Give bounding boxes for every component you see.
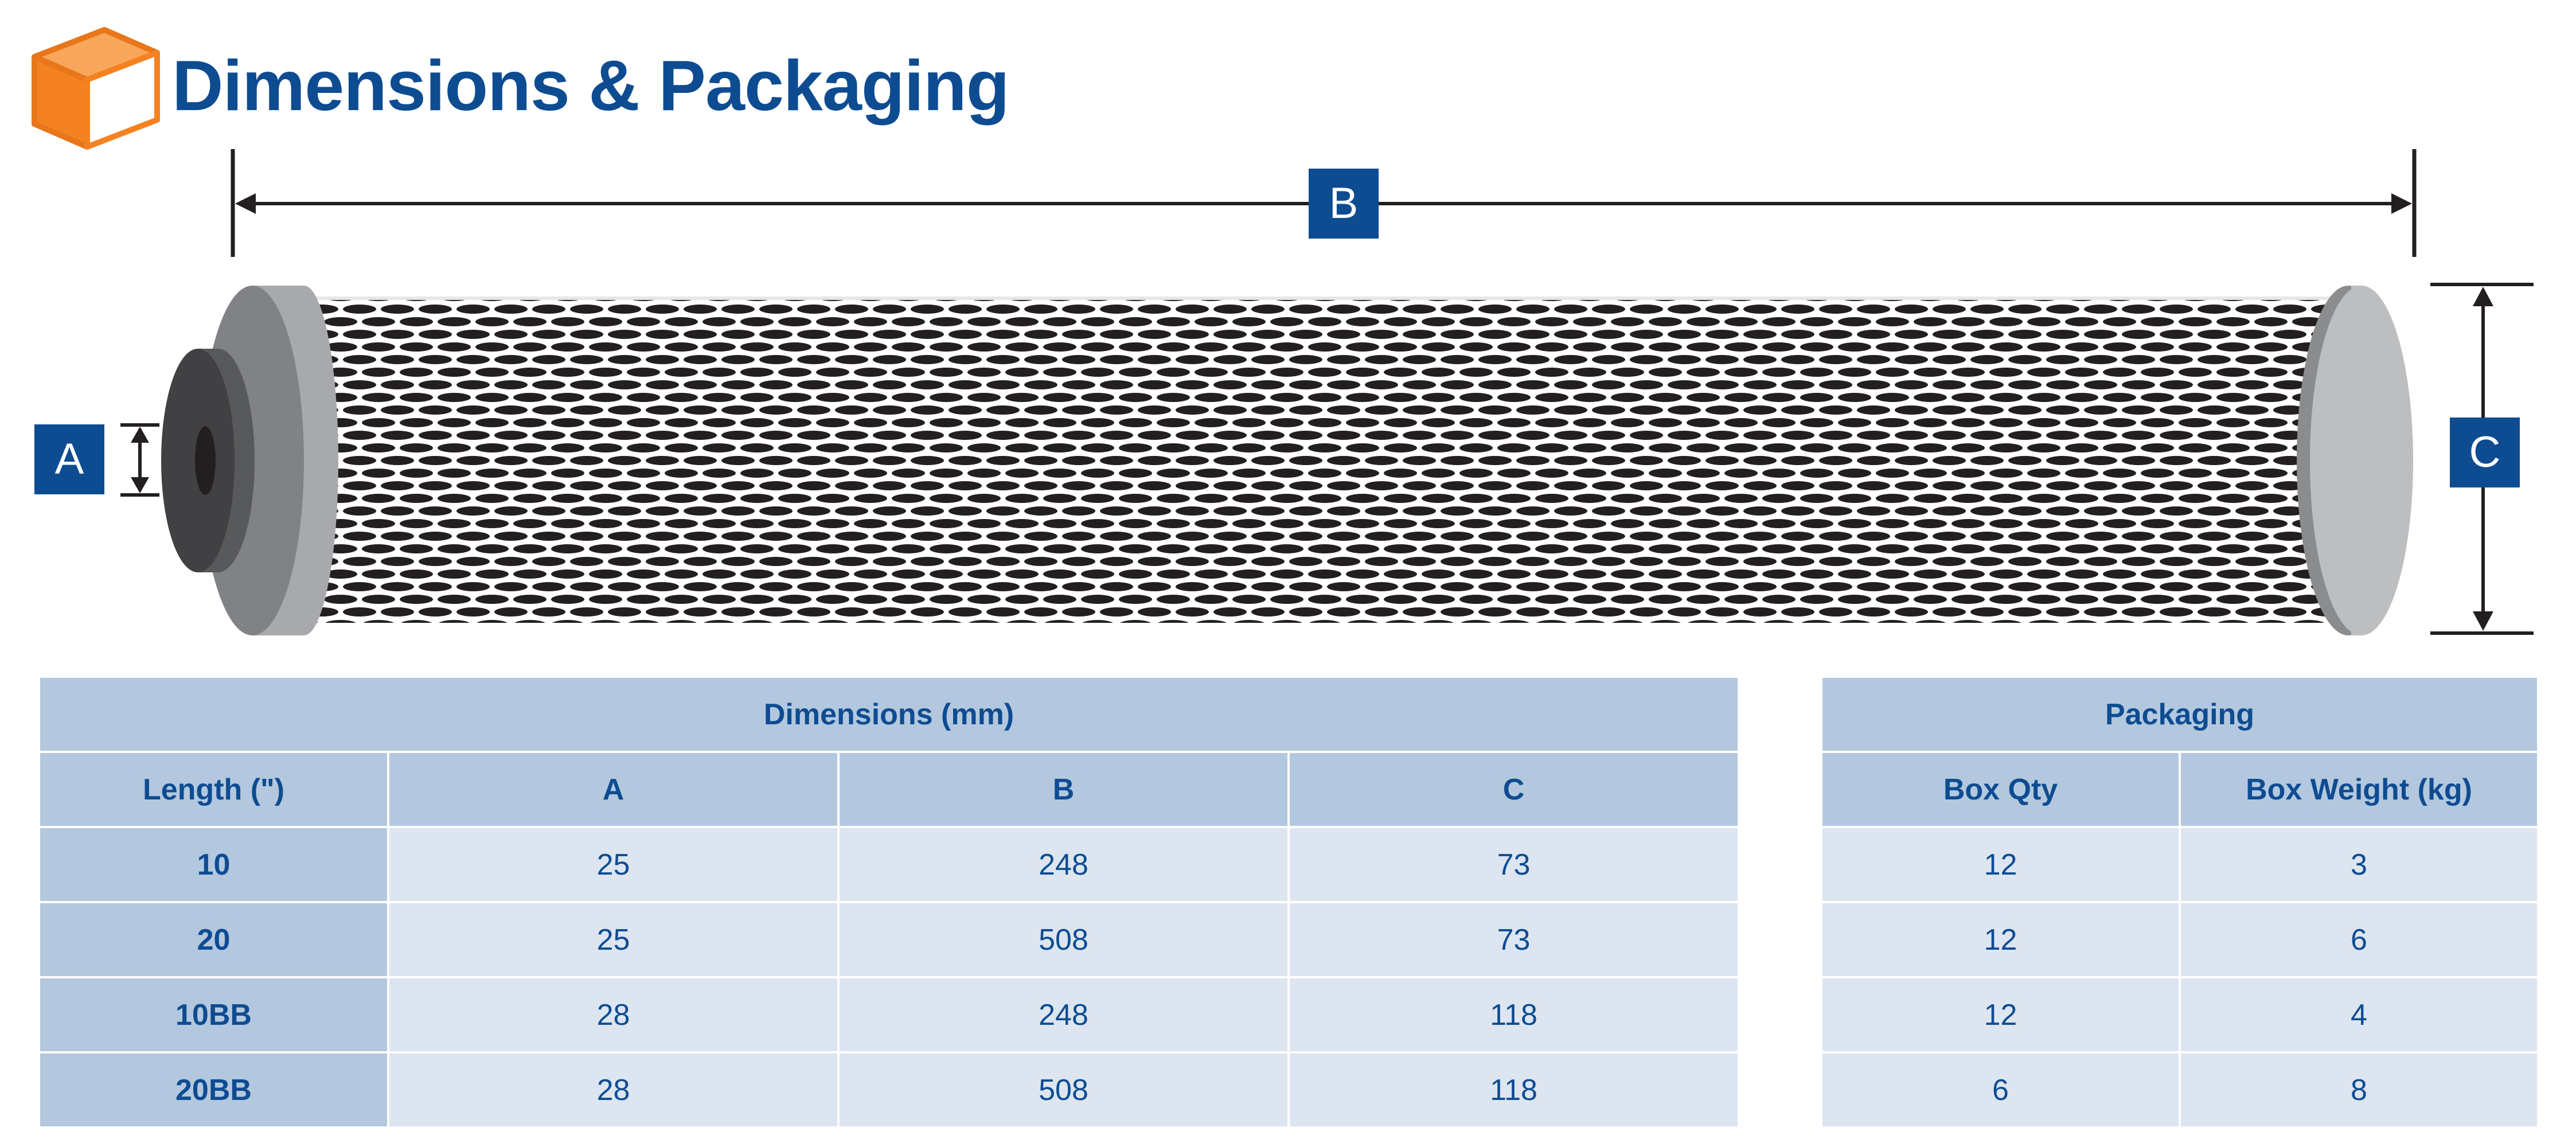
length-cell: 10BB (39, 977, 388, 1052)
table-cell: 25 (388, 902, 838, 977)
table-cell: 12 (1821, 827, 2180, 902)
table-cell: 248 (838, 977, 1289, 1052)
table-cell: 248 (838, 827, 1289, 902)
table-cell: 118 (1289, 1052, 1739, 1128)
table-row (39, 1052, 1739, 1128)
table-cell: 25 (388, 827, 838, 902)
table-row (39, 827, 1739, 902)
table-cell: 6 (1821, 1052, 2180, 1128)
table-cell: 12 (1821, 977, 2180, 1052)
table-cell: 3 (2180, 827, 2538, 902)
column-header: A (388, 752, 838, 827)
column-header: Length (") (39, 752, 388, 827)
length-cell: 20 (39, 902, 388, 977)
svg-text:B: B (1329, 179, 1359, 228)
label-a (34, 424, 104, 494)
table-cell: 28 (388, 1052, 838, 1128)
table-cell: 28 (388, 977, 838, 1052)
packaging-table-title: Packaging (1821, 677, 2538, 752)
table-row (1821, 902, 2538, 977)
svg-text:A: A (54, 435, 84, 483)
table-cell: 508 (838, 1052, 1289, 1128)
table-row (1821, 977, 2538, 1052)
length-cell: 10 (39, 827, 388, 902)
filter-mesh-body (298, 298, 2363, 623)
label-c (2450, 418, 2520, 487)
table-cell: 12 (1821, 902, 2180, 977)
packaging-table (1820, 676, 2539, 1129)
dimensions-table-title: Dimensions (mm) (39, 677, 1739, 752)
table-cell: 4 (2180, 977, 2538, 1052)
length-cell: 20BB (39, 1052, 388, 1128)
column-header: Box Weight (kg) (2180, 752, 2538, 827)
svg-text:C: C (2469, 428, 2501, 477)
table-cell: 73 (1289, 827, 1739, 902)
column-header: Box Qty (1821, 752, 2180, 827)
dimensions-table (38, 676, 1740, 1129)
table-row (39, 902, 1739, 977)
column-header: B (838, 752, 1289, 827)
table-row (39, 977, 1739, 1052)
table-row (1821, 827, 2538, 902)
table-cell: 8 (2180, 1052, 2538, 1128)
column-header: C (1289, 752, 1739, 827)
table-row (1821, 1052, 2538, 1128)
left-end-cap (161, 286, 338, 635)
right-end-cap (2297, 286, 2413, 635)
page-title: Dimensions & Packaging (172, 46, 1009, 126)
table-cell: 508 (838, 902, 1289, 977)
table-cell: 73 (1289, 902, 1739, 977)
label-b (1309, 169, 1379, 239)
table-cell: 6 (2180, 902, 2538, 977)
table-cell: 118 (1289, 977, 1739, 1052)
dimension-a-marker (120, 425, 159, 495)
